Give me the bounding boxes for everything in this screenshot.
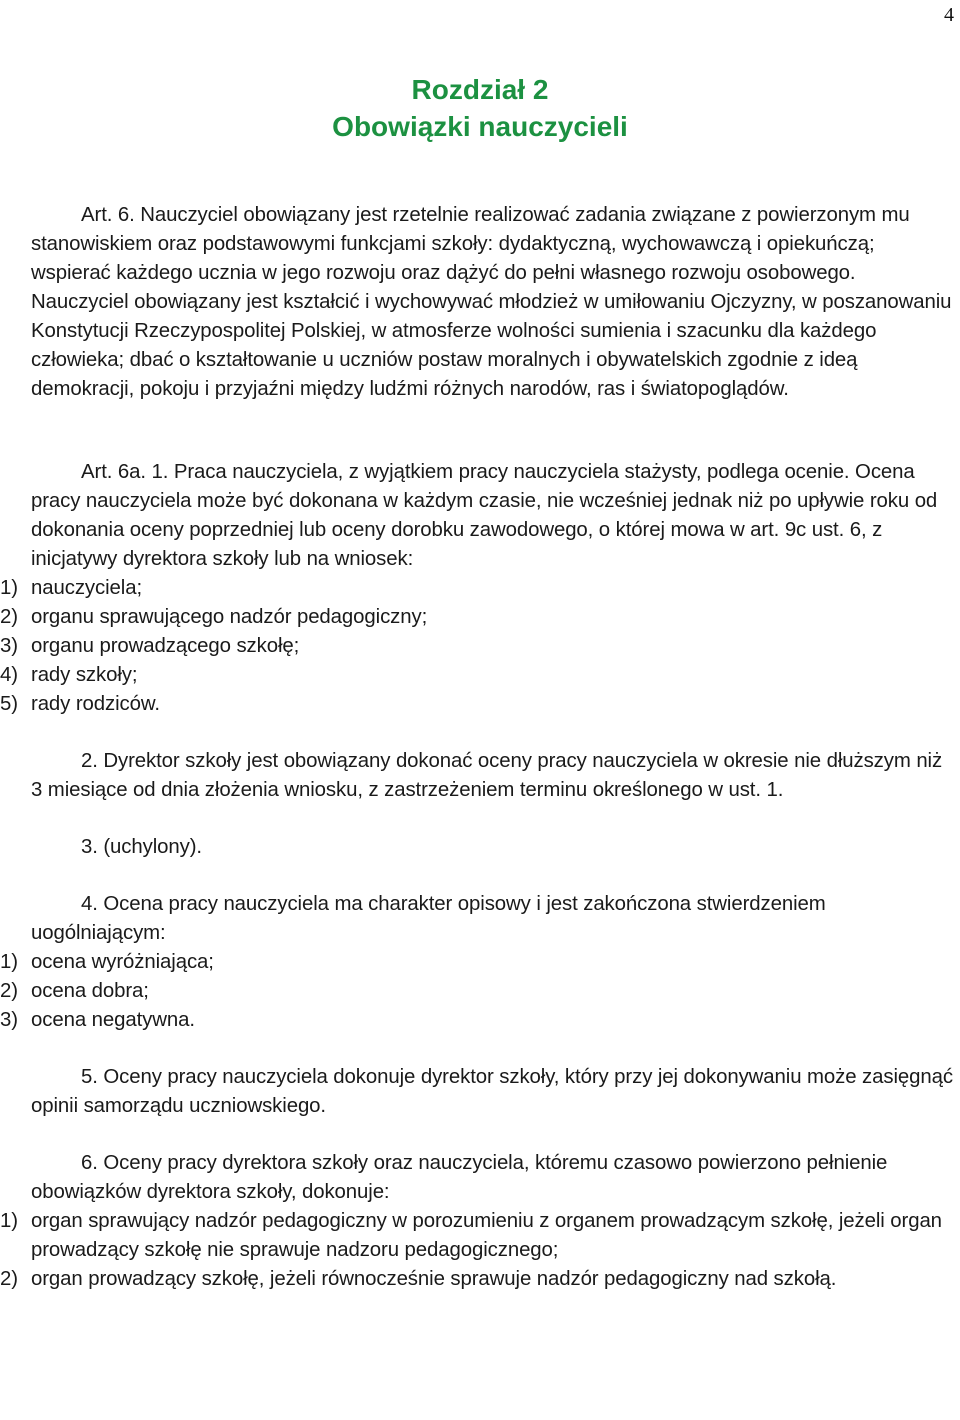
list-item: 1) organ sprawujący nadzór pedagogiczny w porozumieniu z organem prowadzącym szkołę, jeżeli organ prowadzący szkołę nie sprawuje nadzoru pedagogicznego;: [0, 1210, 942, 1261]
chapter-subtitle: Obowiązki nauczycieli: [332, 111, 628, 142]
list-item: 5) rady rodziców.: [0, 693, 160, 715]
list-item: 1) ocena wyróżniająca;: [0, 951, 214, 973]
list-item: 4) rady szkoły;: [0, 664, 138, 686]
list-item: 3) ocena negatywna.: [0, 1009, 195, 1031]
ust-1-list: [0, 574, 956, 719]
art-6a-ust-4: 4. Ocena pracy nauczyciela ma charakter opisowy i jest zakończona stwierdzeniem uogólniającym:: [31, 893, 826, 944]
chapter-title: Rozdział 2: [411, 74, 549, 105]
document-body: [0, 201, 956, 1294]
list-item: 2) ocena dobra;: [0, 980, 149, 1002]
art-6a-ust-5: 5. Oceny pracy nauczyciela dokonuje dyrektor szkoły, który przy jej dokonywaniu może zasięgnąć opinii samorządu uczniowskiego.: [31, 1066, 953, 1117]
ust-4-list: [0, 948, 956, 1035]
art-6a-ust-3: 3. (uchylony).: [81, 836, 202, 858]
art-6a-ust-1: Art. 6a. 1. Praca nauczyciela, z wyjątkiem pracy nauczyciela stażysty, podlega ocenie. Ocena pracy nauczyciela może być dokonana w każdym czasie, nie wcześniej jednak niż po upływie roku od dokonania oceny poprzedniej lub oceny dorobku zawodowego, o której mowa w art. 9c ust. 6, z inicjatywy dyrektora szkoły lub na wniosek:: [31, 461, 938, 570]
list-item: 2) organu sprawującego nadzór pedagogiczny;: [0, 606, 428, 628]
ust-6-list: [0, 1207, 956, 1294]
art-6a-ust-6: 6. Oceny pracy dyrektora szkoły oraz nauczyciela, któremu czasowo powierzono pełnienie obowiązków dyrektora szkoły, dokonuje:: [31, 1152, 888, 1203]
art-6-paragraph: Art. 6. Nauczyciel obowiązany jest rzetelnie realizować zadania związane z powierzonym mu stanowiskiem oraz podstawowymi funkcjami szkoły: dydaktyczną, wychowawczą i opiekuńczą; wspierać każdego ucznia w jego rozwoju oraz dążyć do pełni własnego rozwoju osobowego. Nauczyciel obowiązany jest kształcić i wychowywać młodzież w umiłowaniu Ojczyzny, w poszanowaniu Konstytucji Rzeczypospolitej Polskiej, w atmosferze wolności sumienia i szacunku dla każdego człowieka; dbać o kształtowanie u uczniów postaw moralnych i obywatelskich zgodnie z ideą demokracji, pokoju i przyjaźni między ludźmi różnych narodów, ras i światopoglądów.: [31, 204, 952, 400]
page-number: 4: [944, 4, 954, 26]
list-item: 1) nauczyciela;: [0, 577, 143, 599]
art-6a-ust-2: 2. Dyrektor szkoły jest obowiązany dokonać oceny pracy nauczyciela w okresie nie dłuższym niż 3 miesiące od dnia złożenia wniosku, z zastrzeżeniem terminu określonego w ust. 1.: [31, 750, 943, 801]
list-item: 2) organ prowadzący szkołę, jeżeli równocześnie sprawuje nadzór pedagogiczny nad szkołą.: [0, 1268, 837, 1290]
list-item: 3) organu prowadzącego szkołę;: [0, 635, 300, 657]
